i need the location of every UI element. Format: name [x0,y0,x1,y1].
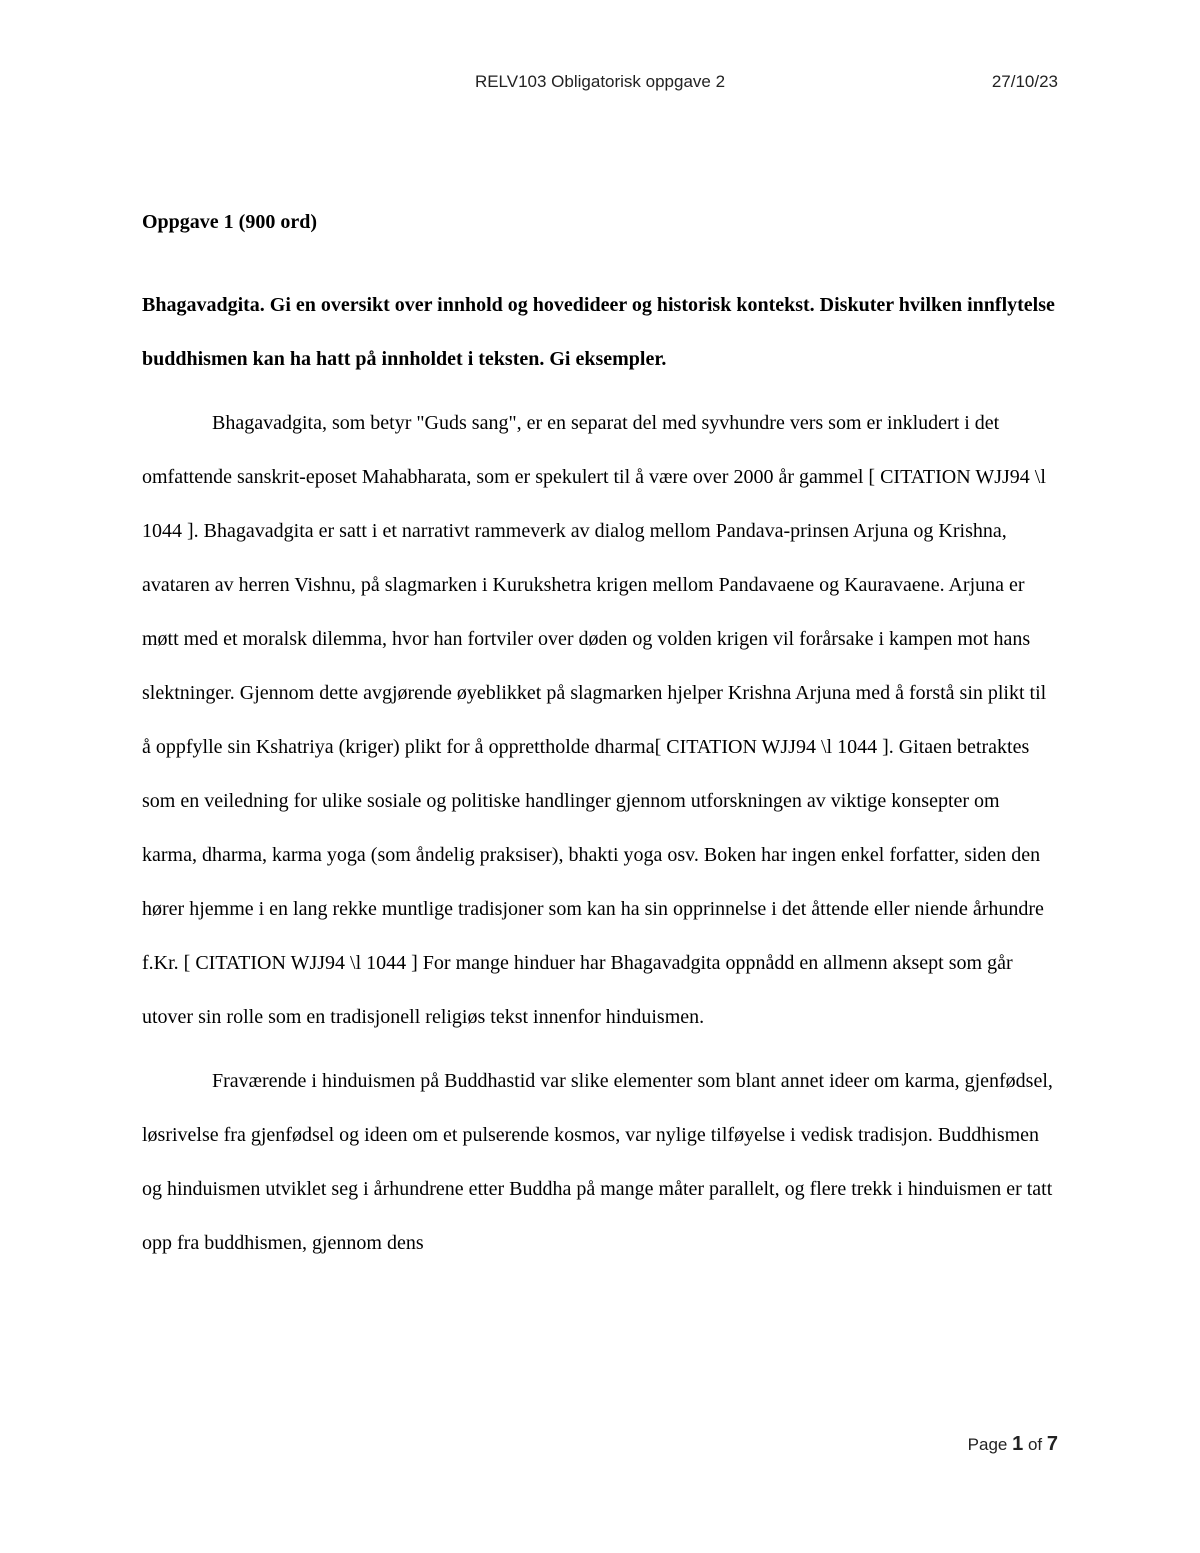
section-heading: Oppgave 1 (900 ord) [142,211,317,233]
of-label: of [1027,1435,1043,1454]
document-body [142,200,1058,1270]
page-total: 7 [1046,1433,1058,1455]
body-paragraph-1: Bhagavadgita, som betyr "Guds sang", er en separat del med syvhundre vers som er inkludert i det omfattende sanskrit-eposet Mahabharata, som er spekulert til å være over 2000 år gammel [ CITATION WJJ94 \l 1044 ]. Bhagavadgita er satt i et narrativt rammeverk av dialog mellom Pandava-prinsen Arjuna og Krishna, avataren av herren Vishnu, på slagmarken i Kurukshetra krigen mellom Pandavaene og Kauravaene. Arjuna er møtt med et moralsk dilemma, hvor han fortviler over døden og volden krigen vil forårsake i kampen mot hans slektninger. Gjennom dette avgjørende øyeblikket på slagmarken hjelper Krishna Arjuna med å forstå sin plikt til å oppfylle sin Kshatriya (kriger) plikt for å opprettholde dharma[ CITATION WJJ94 \l 1044 ]. Gitaen betraktes som en veiledning for ulike sosiale og politiske handlinger gjennom utforskningen av viktige konsepter om karma, dharma, karma yoga (som åndelig praksiser), bhakti yoga osv. Boken har ingen enkel forfatter, siden den hører hjemme i en lang rekke muntlige tradisjoner som kan ha sin opprinnelse i det åttende eller niende århundre f.Kr. [ CITATION WJJ94 \l 1044 ] For mange hinduer har Bhagavadgita oppnådd en allmenn aksept som går utover sin rolle som en tradisjonell religiøs tekst innenfor hinduismen. [142,412,1047,1028]
page-footer [968,1433,1058,1456]
page-current: 1 [1012,1433,1024,1455]
body-paragraph-2: Fraværende i hinduismen på Buddhastid var slike elementer som blant annet ideer om karma, gjenfødsel, løsrivelse fra gjenfødsel og ideen om et pulserende kosmos, var nylige tilføyelse i vedisk tradisjon. Buddhismen og hinduismen utviklet seg i århundrene etter Buddha på mange måter parallelt, og flere trekk i hinduismen er tatt opp fra buddhismen, gjennom dens [142,1070,1053,1254]
header-date: 27/10/23 [991,72,1058,91]
header-title: RELV103 Obligatorisk oppgave 2 [474,72,726,91]
page-header [142,72,1058,102]
assignment-question: Bhagavadgita. Gi en oversikt over innhold og hovedideer og historisk kontekst. Diskuter hvilken innflytelse buddhismen kan ha hatt på innholdet i teksten. Gi eksempler. [142,294,1055,370]
page-label: Page [967,1435,1008,1454]
